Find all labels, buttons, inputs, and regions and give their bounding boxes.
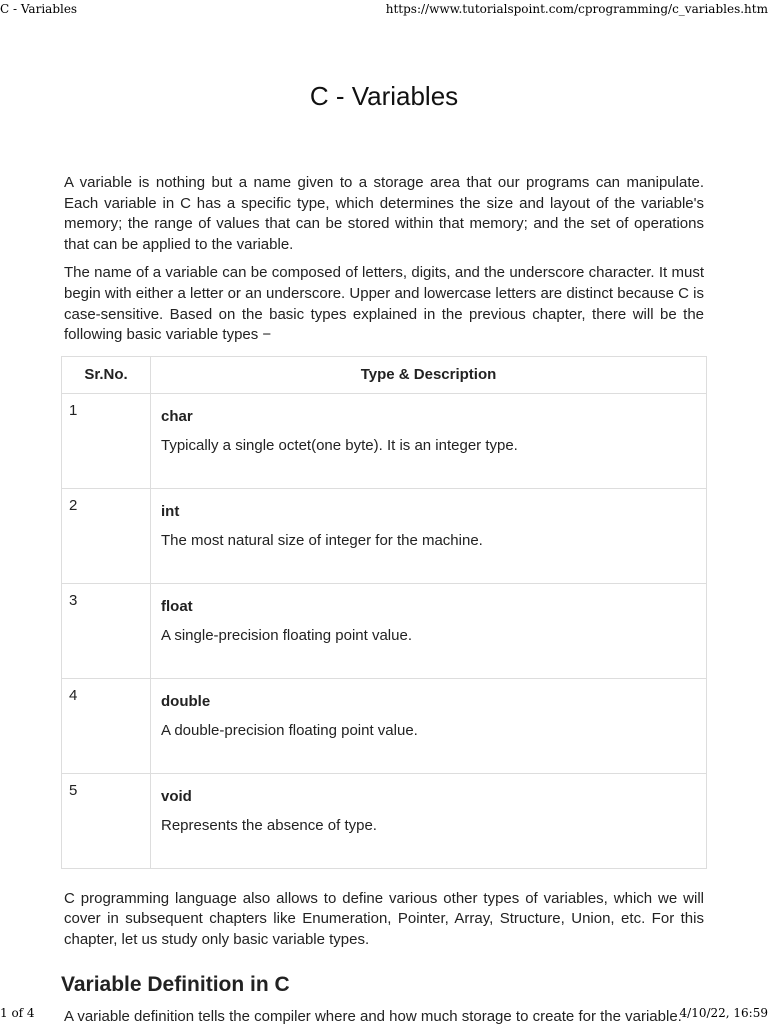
print-header [0, 2, 768, 18]
row-number: 4 [62, 678, 151, 773]
page-number: 1 of 4 [0, 1006, 35, 1020]
type-name: float [161, 597, 193, 615]
row-type-cell [151, 678, 707, 773]
table-row [62, 488, 707, 583]
print-header-title: C - Variables [0, 2, 78, 16]
variable-types-table [61, 356, 707, 869]
type-description: A double-precision floating point value. [161, 721, 418, 739]
intro-paragraph-2: The name of a variable can be composed of letters, digits, and the underscore character. It must begin with either a letter or an underscore. Upper and lowercase letters are distinct because C is case-sensitive. Based on the basic types explained in the previous chapter, there will be the following basic variable types − [64, 264, 704, 344]
row-type-cell [151, 583, 707, 678]
row-number: 5 [62, 773, 151, 868]
row-number: 3 [62, 583, 151, 678]
print-footer [0, 1006, 768, 1022]
column-header-srno: Sr.No. [62, 356, 151, 393]
type-name: double [161, 692, 211, 710]
row-type-cell [151, 488, 707, 583]
row-number: 1 [62, 393, 151, 488]
after-table-paragraph: C programming language also allows to define various other types of variables, which we will cover in subsequent chapters like Enumeration, Pointer, Array, Structure, Union, etc. For this chapter, let us study only basic variable types. [64, 889, 704, 948]
row-type-cell [151, 393, 707, 488]
print-header-url[interactable]: https://www.tutorialspoint.com/cprogramming/c_variables.htm [385, 2, 768, 16]
type-description: Represents the absence of type. [161, 816, 377, 834]
type-description: A single-precision floating point value. [161, 626, 412, 644]
section-heading: Variable Definition in C [61, 972, 290, 996]
row-type-cell [151, 773, 707, 868]
column-header-type-description: Type & Description [151, 356, 707, 393]
print-date: 4/10/22, 16:59 [679, 1006, 768, 1020]
table-row [62, 773, 707, 868]
table-header-row [62, 356, 707, 393]
section-paragraph: A variable definition tells the compiler where and how much storage to create for the variable. [64, 1007, 682, 1025]
type-name: int [161, 502, 180, 520]
table-row [62, 393, 707, 488]
table-row [62, 583, 707, 678]
type-description: The most natural size of integer for the machine. [161, 531, 483, 549]
type-description: Typically a single octet(one byte). It is an integer type. [161, 436, 518, 454]
article-content [61, 78, 707, 1027]
page-title: C - Variables [309, 81, 459, 111]
row-number: 2 [62, 488, 151, 583]
type-name: char [161, 407, 193, 425]
type-name: void [161, 787, 192, 805]
intro-paragraph-1: A variable is nothing but a name given to a storage area that our programs can manipulate. Each variable in C has a specific type, which determines the size and layout of the variable's memory; the range of values that can be stored within that memory; and the set of operations that can be applied to the variable. [64, 174, 704, 253]
table-row [62, 678, 707, 773]
